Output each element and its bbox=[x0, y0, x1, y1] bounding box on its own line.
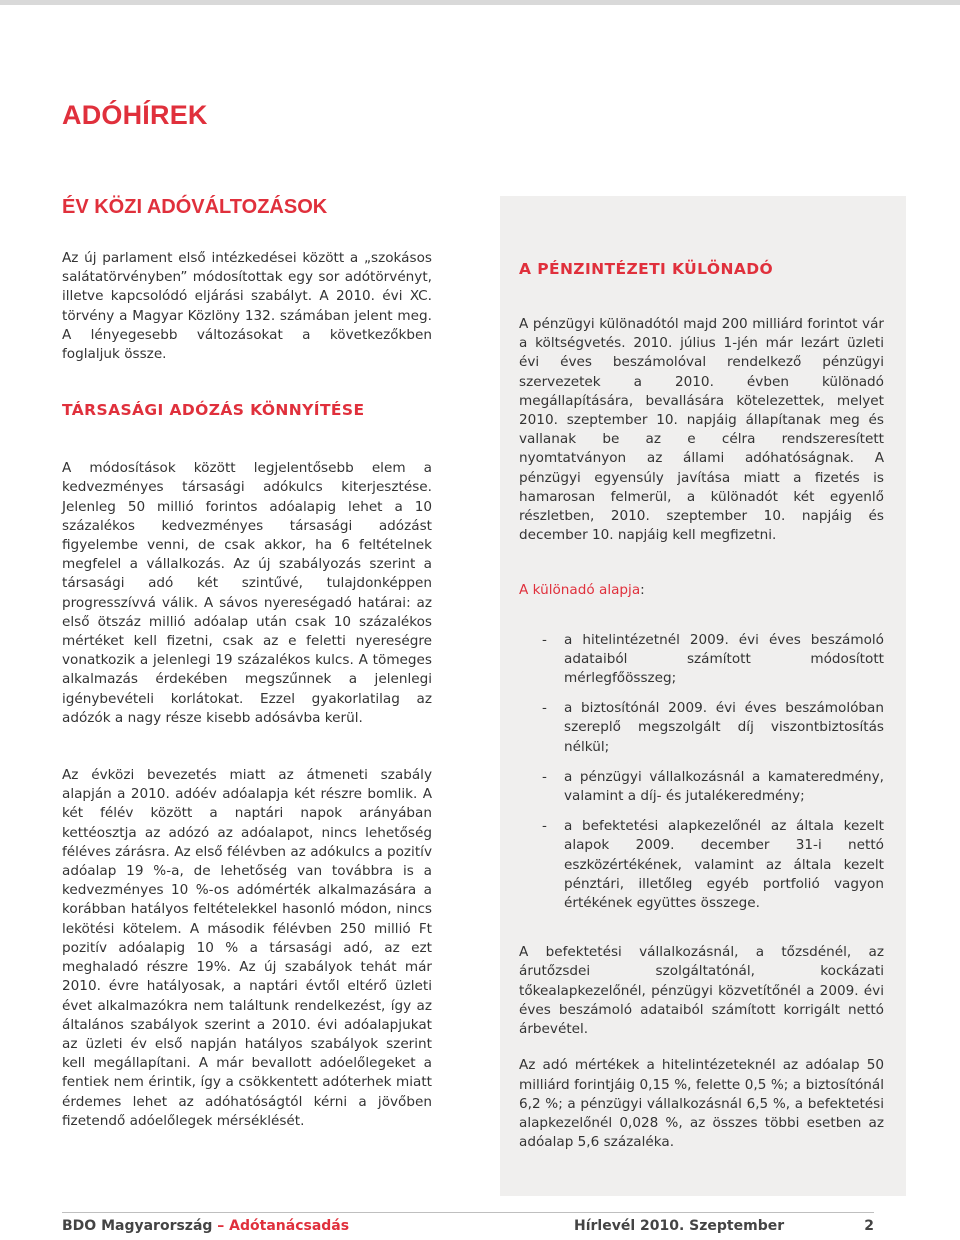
transition-rule-paragraph: Az évközi bevezetés miatt az átmeneti szabály alapján a 2010. adóév adóalapja két részre bomlik. A két félév között a naptári napok arányában kettéosztja az adózó az adóalapot, nincs lehetőség féléves zárásra. Az első félévben az adókulcs a pozitív adóalap 19 %-a, de lehetőség van továbbra is a kedvezményes 10 %-os adómérték alkalmazására a korábban hatályos feltételekkel hasonló módon, nincs lekötési kötelem. A második félévben 250 millió Ft pozitív adóalapig 10 % a társasági adó, az ezt meghaladó részre 19%. Az új szabályok tehát már 2010. évre hatályosak, a naptári évtől eltérő üzleti évet alkalmazókra nem találtunk rendelkezést, így az általános szabályok szerint a 2010. évi adóalapjukat az üzleti év első napján hatályos szabályok szerint kell megállapítani. A már bevallott adóelőlegeket a fentiek nem érintik, így a csökkentett adóterhek miatt érdemes lehet az adóhatóságtól kérni a jövőben fizetendő adóelőlegek mérséklését. bbox=[62, 767, 432, 1129]
intro-paragraph: Az új parlament első intézkedései között a „szokásos salátatörvényben” módosítottak egy sor adótörvényt, illetve kapcsolódó eljárási szabályt. A 2010. évi XC. törvény a Magyar Közlöny 132. számában jelent meg. A lényegesebb változásokat a következőkben foglaljuk össze. bbox=[62, 250, 432, 363]
page-number: 2 bbox=[864, 1218, 874, 1234]
list-item-text: a hitelintézetnél 2009. évi éves beszámoló adataiból számított módosított mérlegfőösszeg; bbox=[564, 631, 884, 687]
footer-divider bbox=[62, 1212, 874, 1213]
page-footer bbox=[62, 1212, 874, 1240]
list-item bbox=[519, 699, 884, 757]
section-title: ÉV KÖZI ADÓVÁLTOZÁSOK bbox=[62, 196, 328, 218]
investment-firm-paragraph: A befektetési vállalkozásnál, a tőzsdénél, az árutőzsdei szolgáltatónál, kockázati tőkealapkezelőnél, pénzügyi közvetítőnél a 2009. évi éves beszámoló adataiból számított korrigált nettó árbevétel. bbox=[519, 944, 884, 1038]
list-item bbox=[519, 631, 884, 689]
top-border bbox=[0, 0, 960, 5]
list-item-text: a befektetési alapkezelőnél az általa kezelt alapok 2009. december 31-i nettó eszközértékének, valamint az általa kezelt pénztári, illetőleg egyéb portfolió vagyon értékének együttes összege. bbox=[564, 818, 884, 912]
subsection-title-bank-tax: A PÉNZINTÉZETI KÜLÖNADÓ bbox=[519, 260, 774, 278]
tax-base-label: A különadó alapja: bbox=[519, 582, 645, 599]
dash-bullet: - bbox=[542, 700, 547, 717]
right-column bbox=[519, 260, 884, 1152]
left-column bbox=[62, 196, 432, 1131]
dash-bullet: - bbox=[542, 631, 547, 648]
page-title: ADÓHÍREK bbox=[62, 100, 208, 130]
tax-base-list bbox=[519, 631, 884, 914]
list-item bbox=[519, 768, 884, 806]
subsection-title-corporate-tax: TÁRSASÁGI ADÓZÁS KÖNNYÍTÉSE bbox=[62, 401, 365, 420]
dash-bullet: - bbox=[542, 768, 547, 785]
footer-company: BDO Magyarország – Adótanácsadás bbox=[62, 1218, 350, 1234]
list-item-text: a biztosítónál 2009. évi éves beszámolóban szereplő megszolgált díj viszontbiztosítás nélkül; bbox=[564, 700, 884, 755]
list-item-text: a pénzügyi vállalkozásnál a kamateredmény, valamint a díj- és jutalékeredmény; bbox=[564, 768, 884, 805]
footer-newsletter: Hírlevél 2010. Szeptember bbox=[574, 1218, 785, 1234]
tax-rates-paragraph: Az adó mértékek a hitelintézeteknél az adóalap 50 milliárd forintjáig 0,15 %, felette 0,5 %; a biztosítónál 6,2 %; a pénzügyi vállalkozásnál 6,5 %, a befektetési alapkezelőnél 0,028 %, az összes többi esetben az adóalap 5,6 százaléka. bbox=[519, 1057, 884, 1151]
list-item bbox=[519, 817, 884, 913]
bank-tax-paragraph: A pénzügyi különadótól majd 200 milliárd forintot vár a költségvetés. 2010. július 1-jén már lezárt üzleti évi éves beszámolóval rendelkező pénzügyi szervezetek a 2010. évben különadó megállapítására, bevallására kötelezettek, melyet 2010. szeptember 10. napjáig állapítanak meg és vallanak be az e célra rendszeresített nyomtatványon az állami adóhatóságnak. A pénzügyi egyensúly javítása miatt a fizetés is hamarosan felmerül, a különadót két egyenlő részletben, 2010. szeptember 10. napjáig és december 10. napjáig kell megfizetni. bbox=[519, 316, 884, 544]
corporate-tax-paragraph: A módosítások között legjelentősebb elem a kedvezményes társasági adókulcs kiterjesztése. Jelenleg 50 millió forintos adóalapig lehet a 10 százalékos kedvezményes társasági adózást figyelembe venni, de csak akkor, ha 6 feltételnek megfelel a vállalkozás. Az új szabályozás szerint a társasági adó két szintűvé, tulajdonképpen progresszívvá válik. A sávos nyereségadó határai: az első ötszáz millió adóalap után csak 10 százalékos mértéket kell fizetni, csak az e feletti nyereségre vonatkozik a jelenlegi 19 százalékos kulcs. A tömeges alkalmazás érdekében megszűnnek a jelenlegi igénybevételi korlátokat. Ezzel gyakorlatilag az adózók a nagy része kisebb adósávba kerül. bbox=[62, 460, 432, 726]
dash-bullet: - bbox=[542, 818, 547, 835]
